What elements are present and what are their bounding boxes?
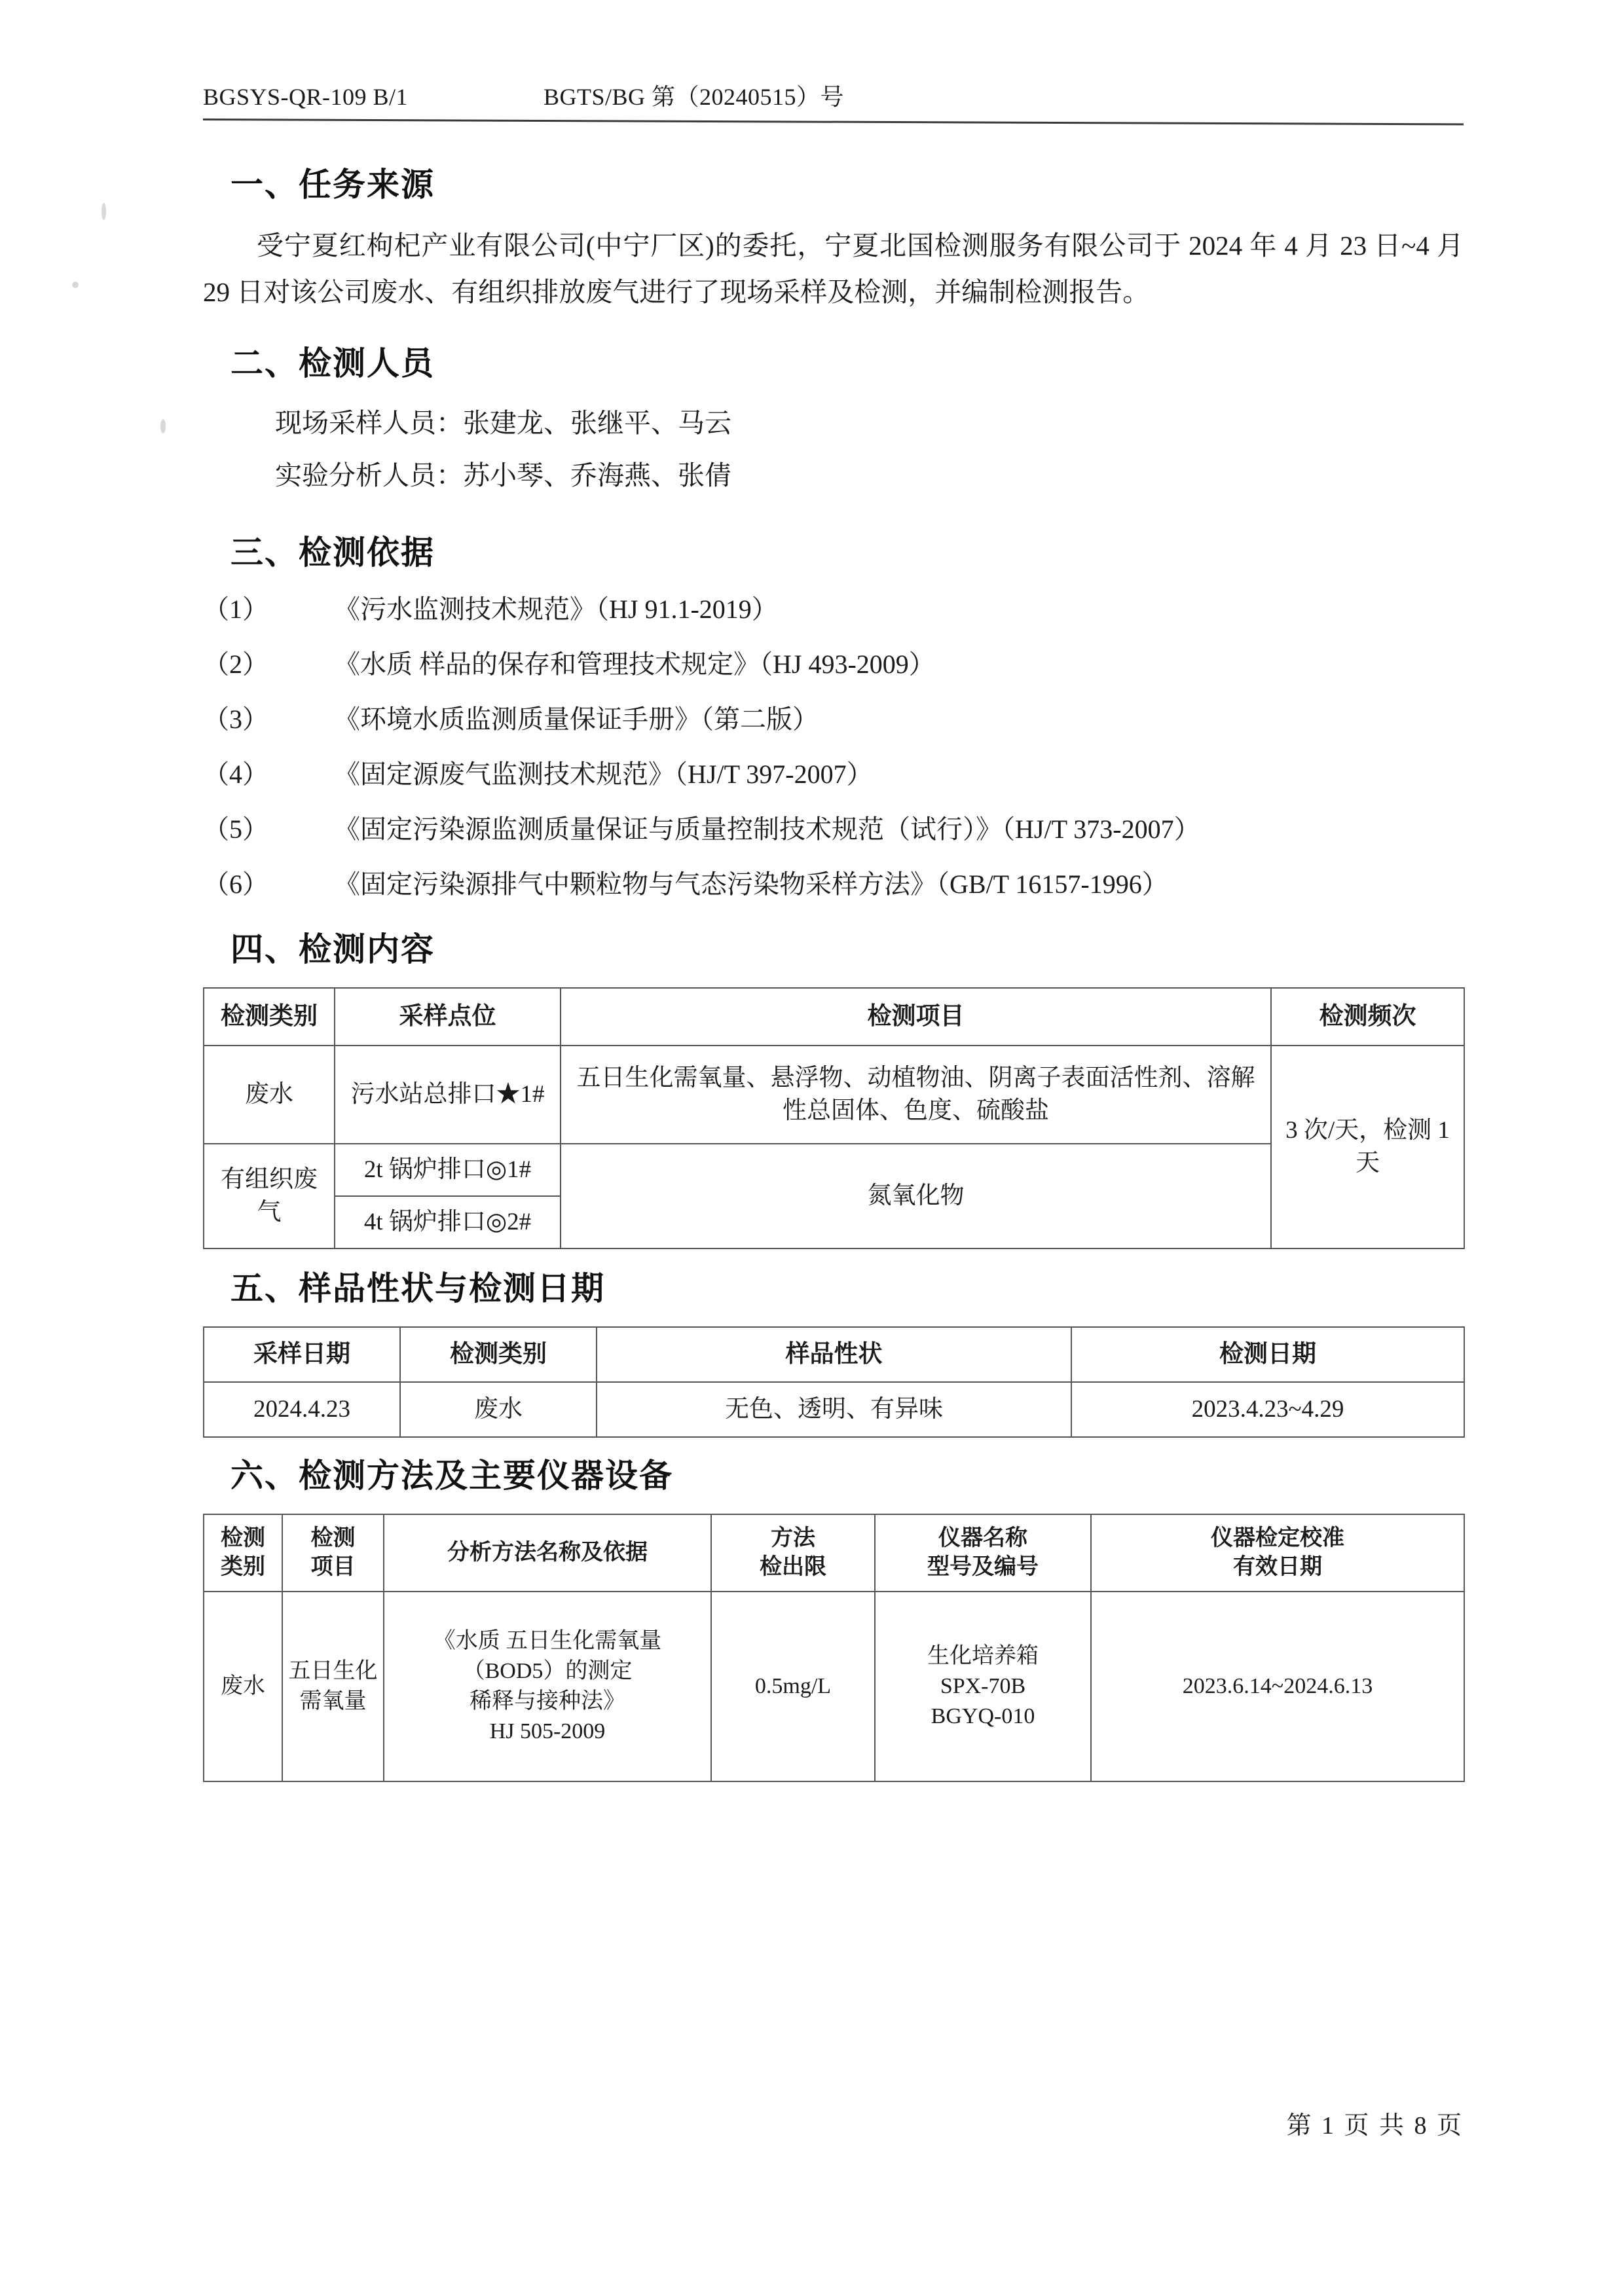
cell-analysis-method: [384, 1592, 711, 1781]
list-item-number: （4）: [203, 759, 268, 789]
method-line: 稀释与接种法》: [470, 1688, 625, 1713]
column-header-sample-property: 样品性状: [597, 1327, 1071, 1382]
report-number: BGTS/BG 第（20240515）号: [544, 84, 845, 110]
list-item: [203, 811, 1464, 848]
table-header-row: [204, 1327, 1464, 1382]
header-line: 检测: [221, 1525, 265, 1550]
instrument-line: SPX-70B: [940, 1673, 1026, 1698]
header-line: 有效日期: [1233, 1554, 1322, 1579]
header-line: 检出限: [760, 1554, 826, 1579]
sample-properties-table: [203, 1326, 1465, 1438]
method-line: HJ 505-2009: [489, 1719, 606, 1743]
document-header: [203, 79, 1464, 118]
list-item: [203, 646, 1464, 683]
cell-test-item: 五日生化需氧量: [282, 1592, 384, 1781]
cell-calibration-validity: 2023.6.14~2024.6.13: [1091, 1592, 1464, 1781]
column-header-analysis-method: 分析方法名称及依据: [384, 1514, 711, 1592]
header-line: 项目: [310, 1554, 356, 1579]
list-item-text: 《固定污染源监测质量保证与质量控制技术规范（试行）》（HJ/T 373-2007）: [334, 814, 1200, 844]
column-header-calibration-validity: [1091, 1514, 1464, 1592]
column-header-test-item: [282, 1514, 384, 1592]
list-item: [203, 866, 1464, 903]
list-item: [203, 591, 1464, 629]
column-header-sampling-point: 采样点位: [335, 988, 561, 1046]
column-header-instrument: [875, 1514, 1091, 1592]
cell-category: 废水: [400, 1382, 597, 1437]
column-header-frequency: 检测频次: [1271, 988, 1464, 1046]
column-header-test-date: 检测日期: [1071, 1327, 1464, 1382]
list-item-number: （2）: [203, 649, 268, 679]
list-item-number: （5）: [203, 814, 268, 844]
section-title-standards: 三、检测依据: [231, 533, 435, 572]
list-item: [203, 756, 1464, 793]
cell-sampling-point: 2t 锅炉排口◎1#: [335, 1144, 561, 1196]
table-header-row: [204, 988, 1464, 1046]
standards-list: [203, 591, 1464, 903]
scan-artifact: [72, 282, 79, 288]
methods-equipment-table: [203, 1514, 1465, 1782]
analysis-personnel: 实验分析人员：苏小琴、乔海燕、张倩: [275, 460, 731, 491]
table-header-row: [204, 1514, 1464, 1592]
list-item-text: 《水质 样品的保存和管理技术规定》（HJ 493-2009）: [334, 649, 935, 679]
form-code: BGSYS-QR-109 B/1: [203, 84, 409, 110]
list-item-text: 《固定污染源排气中颗粒物与气态污染物采样方法》（GB/T 16157-1996）: [334, 869, 1168, 899]
table-row: [204, 1382, 1464, 1437]
sampling-personnel: 现场采样人员：张建龙、张继平、马云: [275, 408, 731, 439]
header-line: 仪器名称: [938, 1525, 1027, 1550]
page-number-label: 第 1 页 共 8 页: [1286, 2112, 1464, 2140]
header-line: 仪器检定校准: [1211, 1525, 1344, 1550]
cell-test-date: 2023.4.23~4.29: [1071, 1382, 1464, 1437]
section-title-methods-equipment: 六、检测方法及主要仪器设备: [231, 1456, 673, 1495]
section-title-sample-properties: 五、样品性状与检测日期: [231, 1269, 605, 1307]
column-header-category: 检测类别: [400, 1327, 597, 1382]
section-title-test-content: 四、检测内容: [231, 930, 435, 968]
section-title-personnel: 二、检测人员: [231, 344, 435, 383]
test-content-table: [203, 987, 1465, 1249]
cell-instrument: [875, 1592, 1091, 1781]
column-header-detection-limit: [711, 1514, 875, 1592]
page-content: [203, 79, 1464, 1795]
list-item-text: 《污水监测技术规范》（HJ 91.1-2019）: [334, 594, 778, 624]
cell-frequency: 3 次/天，检测 1 天: [1271, 1046, 1464, 1248]
section-title-task-source: 一、任务来源: [231, 166, 435, 204]
cell-test-items: 五日生化需氧量、悬浮物、动植物油、阴离子表面活性剂、溶解性总固体、色度、硫酸盐: [561, 1046, 1271, 1144]
cell-detection-limit: 0.5mg/L: [711, 1592, 875, 1781]
column-header-test-items: 检测项目: [561, 988, 1271, 1046]
list-item-number: （3）: [203, 704, 268, 734]
list-item-text: 《固定源废气监测技术规范》（HJ/T 397-2007）: [334, 759, 873, 789]
cell-sampling-point: 污水站总排口★1#: [335, 1046, 561, 1144]
instrument-line: 生化培养箱: [927, 1644, 1039, 1669]
list-item-text: 《环境水质监测质量保证手册》（第二版）: [334, 704, 819, 734]
cell-test-items: 氮氧化物: [561, 1144, 1271, 1248]
cell-category: 废水: [204, 1046, 335, 1144]
scan-artifact: [160, 419, 166, 433]
column-header-category: [204, 1514, 282, 1592]
method-line: 《水质 五日生化需氧量: [433, 1629, 662, 1654]
method-line: （BOD5）的测定: [462, 1659, 633, 1684]
task-source-paragraph: 受宁夏红枸杞产业有限公司(中宁厂区)的委托，宁夏北国检测服务有限公司于 2024 年 4 月 23 日~4 月 29 日对该公司废水、有组织排放废气进行了现场采样及检测，并编制检测报告。: [203, 230, 1464, 307]
cell-sample-property: 无色、透明、有异味: [597, 1382, 1071, 1437]
table-row: [204, 1592, 1464, 1781]
table-row: [204, 1046, 1464, 1144]
header-line: 型号及编号: [927, 1554, 1039, 1579]
column-header-sampling-date: 采样日期: [204, 1327, 400, 1382]
cell-category: 废水: [204, 1592, 282, 1781]
header-line: 方法: [771, 1525, 815, 1550]
cell-sampling-point: 4t 锅炉排口◎2#: [335, 1196, 561, 1248]
header-divider: [203, 118, 1464, 125]
instrument-line: BGYQ-010: [931, 1704, 1035, 1728]
list-item-number: （1）: [203, 594, 268, 624]
header-line: 检测: [310, 1525, 356, 1550]
scan-artifact: [101, 203, 106, 220]
list-item-number: （6）: [203, 869, 268, 899]
column-header-category: 检测类别: [204, 988, 335, 1046]
cell-category: 有组织废气: [204, 1144, 335, 1248]
cell-sampling-date: 2024.4.23: [204, 1382, 400, 1437]
list-item: [203, 701, 1464, 738]
header-line: 类别: [221, 1554, 265, 1579]
page-footer: [203, 2105, 1464, 2141]
